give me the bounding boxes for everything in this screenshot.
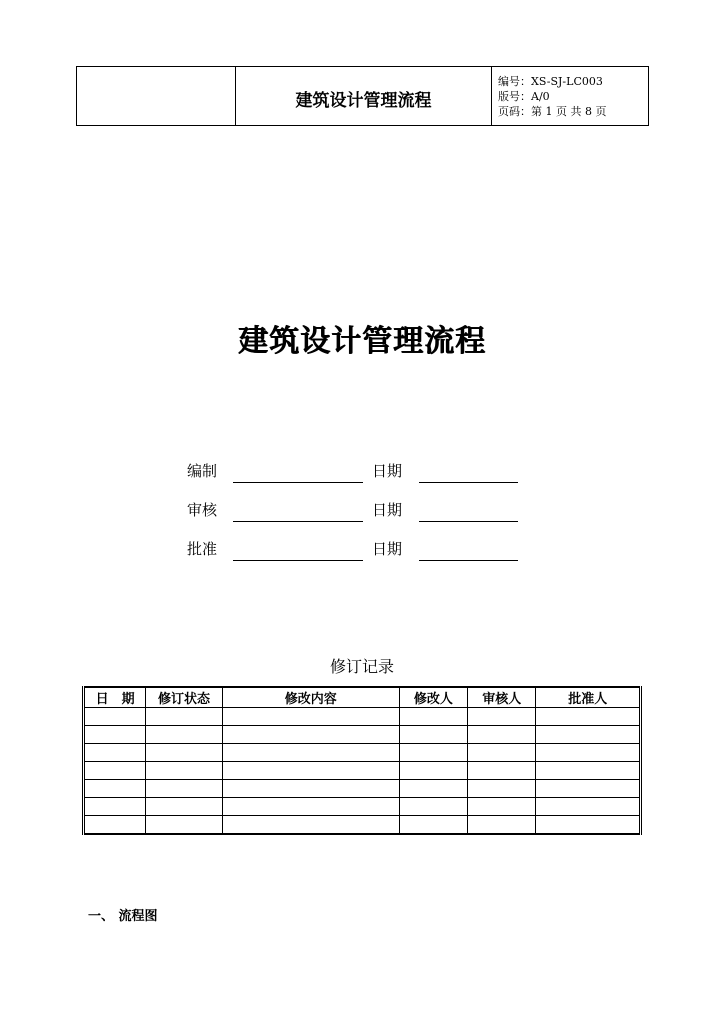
table-cell[interactable] [468,744,536,762]
table-cell[interactable] [222,762,399,780]
revision-record-title: 修订记录 [329,657,394,676]
table-cell[interactable] [399,816,467,834]
col-status: 修订状态 [146,687,222,708]
table-row [84,762,641,780]
table-cell[interactable] [84,744,146,762]
approved-date-label: 日期 [372,540,403,558]
revision-body [84,708,641,834]
table-cell[interactable] [468,726,536,744]
table-row [84,780,641,798]
table-row [84,708,641,726]
col-approver: 批准人 [536,687,641,708]
table-cell[interactable] [222,726,399,744]
table-cell[interactable] [84,708,146,726]
table-cell[interactable] [222,708,399,726]
table-cell[interactable] [84,780,146,798]
approved-line[interactable] [233,560,363,561]
table-cell[interactable] [146,744,222,762]
table-cell[interactable] [399,762,467,780]
revision-table [82,686,642,835]
table-cell[interactable] [468,708,536,726]
table-cell[interactable] [468,816,536,834]
table-cell[interactable] [146,780,222,798]
table-cell[interactable] [536,744,641,762]
table-cell[interactable] [399,744,467,762]
table-cell[interactable] [146,798,222,816]
section-heading: 一、 流程图 [88,909,158,924]
table-cell[interactable] [84,726,146,744]
table-cell[interactable] [536,726,641,744]
table-cell[interactable] [84,816,146,834]
reviewed-line[interactable] [233,521,363,522]
prepared-line[interactable] [233,482,363,483]
table-cell[interactable] [536,708,641,726]
table-cell[interactable] [536,762,641,780]
col-date: 日 期 [84,687,146,708]
table-cell[interactable] [536,798,641,816]
table-cell[interactable] [468,780,536,798]
header-logo-cell [77,67,236,125]
table-cell[interactable] [468,762,536,780]
table-cell[interactable] [84,798,146,816]
table-cell[interactable] [399,708,467,726]
col-modifier: 修改人 [399,687,467,708]
revision-header-row [84,687,641,708]
header-info-cell [492,67,648,125]
approved-date-line[interactable] [419,560,518,561]
table-cell[interactable] [222,798,399,816]
prepared-date-line[interactable] [419,482,518,483]
table-row [84,726,641,744]
header-table [76,66,649,126]
prepared-date-label: 日期 [372,462,403,480]
col-reviewer: 审核人 [468,687,536,708]
table-cell[interactable] [222,744,399,762]
approved-label: 批准 [187,540,218,558]
table-cell[interactable] [146,726,222,744]
table-row [84,744,641,762]
table-row [84,816,641,834]
table-cell[interactable] [146,762,222,780]
signature-row-reviewed [187,499,527,529]
table-cell[interactable] [84,762,146,780]
reviewed-date-label: 日期 [372,501,403,519]
col-content: 修改内容 [222,687,399,708]
table-cell[interactable] [468,798,536,816]
table-cell[interactable] [146,816,222,834]
table-cell[interactable] [222,780,399,798]
prepared-label: 编制 [187,462,218,480]
table-cell[interactable] [399,798,467,816]
header-title: 建筑设计管理流程 [236,67,492,125]
doc-version: 版号：A/0 [498,90,550,103]
page-number: 页码：第 1 页 共 8 页 [498,105,607,118]
document-title: 建筑设计管理流程 [238,324,486,359]
table-cell[interactable] [146,708,222,726]
table-cell[interactable] [222,816,399,834]
signature-row-approved [187,538,527,568]
reviewed-label: 审核 [187,501,218,519]
table-cell[interactable] [536,780,641,798]
table-row [84,798,641,816]
table-cell[interactable] [399,780,467,798]
signature-row-prepared [187,460,527,490]
doc-number: 编号：XS-SJ-LC003 [498,75,603,88]
table-cell[interactable] [536,816,641,834]
reviewed-date-line[interactable] [419,521,518,522]
table-cell[interactable] [399,726,467,744]
